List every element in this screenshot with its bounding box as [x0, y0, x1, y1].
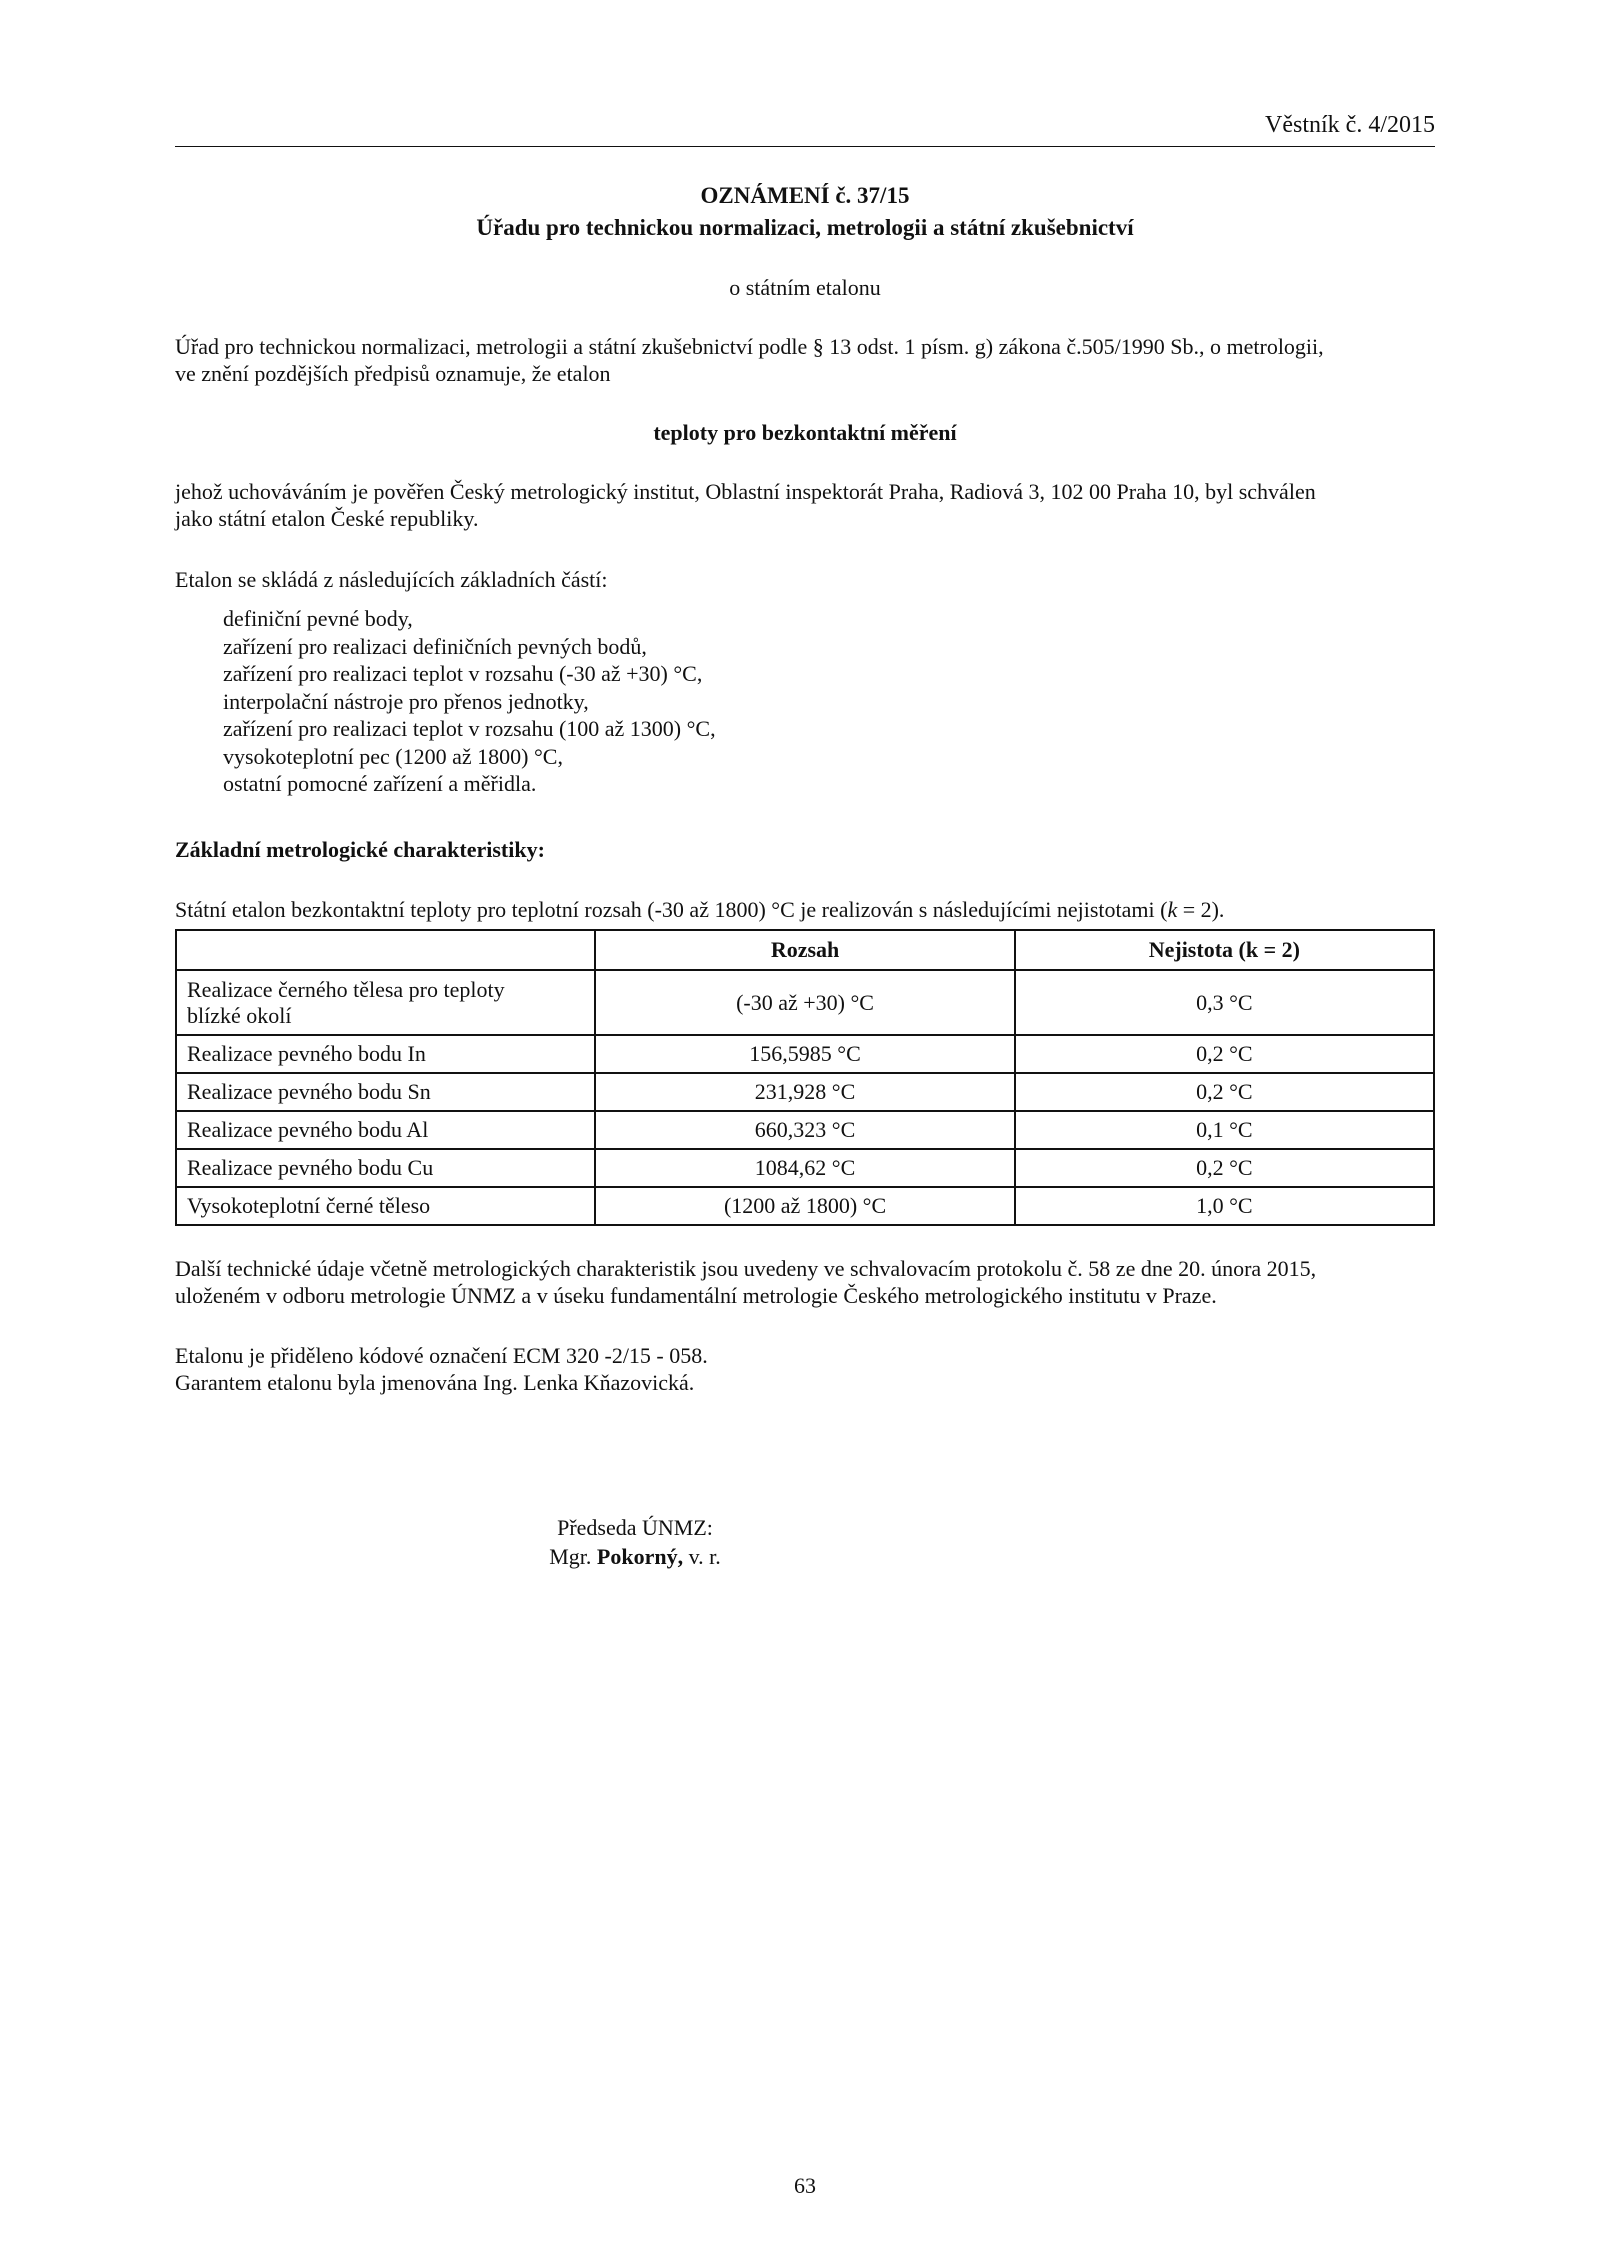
signature-role: Předseda ÚNMZ: — [557, 1515, 713, 1540]
row-name-cell: Realizace pevného bodu Cu — [176, 1149, 595, 1187]
table-row — [176, 1035, 1434, 1073]
row-name-cell: Realizace pevného bodu Al — [176, 1111, 595, 1149]
header-cell-empty — [176, 930, 595, 970]
row-range-cell: (1200 až 1800) °C — [595, 1187, 1014, 1225]
table-row — [176, 1187, 1434, 1225]
row-uncertainty-cell: 0,2 °C — [1015, 1149, 1434, 1187]
row-range-cell: (-30 až +30) °C — [595, 970, 1014, 1035]
code-line: Etalonu je přiděleno kódové označení ECM 320 -2/15 - 058. — [175, 1343, 708, 1368]
row-uncertainty-cell: 1,0 °C — [1015, 1187, 1434, 1225]
list-item: definiční pevné body, — [223, 606, 413, 631]
row-uncertainty-cell: 0,2 °C — [1015, 1073, 1434, 1111]
code-paragraph — [175, 1342, 1435, 1396]
row-range-cell: 1084,62 °C — [595, 1149, 1014, 1187]
row-name-line-1: Realizace černého tělesa pro teploty — [187, 976, 505, 1002]
row-name-cell: Realizace pevného bodu Sn — [176, 1073, 595, 1111]
row-uncertainty-cell: 0,1 °C — [1015, 1111, 1434, 1149]
further-paragraph — [175, 1255, 1435, 1309]
row-range-cell: 231,928 °C — [595, 1073, 1014, 1111]
further-line-1: Další technické údaje včetně metrologických charakteristik jsou uvedeny ve schvalovacím protokolu č. 58 ze dne 20. února 2015, — [175, 1256, 1317, 1281]
list-item: ostatní pomocné zařízení a měřidla. — [223, 771, 537, 796]
row-uncertainty-cell: 0,2 °C — [1015, 1035, 1434, 1073]
table-row — [176, 1111, 1434, 1149]
signature-surname: Pokorný, — [596, 1544, 684, 1569]
row-name-cell — [176, 970, 595, 1035]
table-row — [176, 1149, 1434, 1187]
custodian-line-2: jako státní etalon České republiky. — [175, 506, 479, 531]
uncertainty-table — [175, 929, 1435, 1226]
list-item: zařízení pro realizaci definičních pevných bodů, — [223, 633, 647, 659]
table-row — [176, 1073, 1434, 1111]
further-line-2: uloženém v odboru metrologie ÚNMZ a v úseku fundamentální metrologie Českého metrologického institutu v Praze. — [175, 1283, 1217, 1308]
intro-line-1: Úřad pro technickou normalizaci, metrologii a státní zkušebnictví podle § 13 odst. 1 písm. g) zákona č.505/1990 Sb., o metrologii, — [175, 334, 1324, 359]
row-uncertainty-cell: 0,3 °C — [1015, 970, 1434, 1035]
guarantor-line: Garantem etalonu byla jmenována Ing. Lenka Kňazovická. — [175, 1370, 695, 1395]
etalon-name: teploty pro bezkontaktní měření — [653, 420, 957, 445]
row-range-cell: 156,5985 °C — [595, 1035, 1014, 1073]
header-cell-range: Rozsah — [595, 930, 1014, 970]
intro-line-2: ve znění pozdějších předpisů oznamuje, že etalon — [175, 361, 611, 386]
signature-block — [175, 1513, 1095, 1571]
intro-paragraph — [175, 333, 1435, 387]
journal-header: Věstník č. 4/2015 — [1265, 112, 1435, 138]
notice-issuer: Úřadu pro technickou normalizaci, metrologii a státní zkušebnictví — [476, 215, 1134, 240]
notice-subject: o státním etalonu — [729, 275, 881, 300]
characteristics-text-after: = 2). — [1177, 897, 1225, 922]
custodian-line-1: jehož uchováváním je pověřen Český metrologický institut, Oblastní inspektorát Praha, Radiová 3, 102 00 Praha 10, byl schválen — [175, 479, 1316, 504]
row-name-cell: Vysokoteplotní černé těleso — [176, 1187, 595, 1225]
signature-title-prefix: Mgr. — [549, 1544, 597, 1569]
characteristics-text-before: Státní etalon bezkontaktní teploty pro teplotní rozsah (-30 až 1800) °C je realizován s následujícími nejistotami ( — [175, 897, 1168, 922]
parts-intro: Etalon se skládá z následujících základních částí: — [175, 567, 608, 592]
list-item: zařízení pro realizaci teplot v rozsahu (100 až 1300) °C, — [223, 716, 716, 741]
k-symbol: k — [1167, 897, 1178, 922]
list-item: interpolační nástroje pro přenos jednotky, — [223, 688, 589, 714]
characteristics-text — [175, 896, 1435, 923]
parts-list — [223, 605, 716, 798]
header-cell-uncertainty: Nejistota (k = 2) — [1015, 930, 1434, 970]
signature-suffix: v. r. — [683, 1544, 721, 1569]
row-range-cell: 660,323 °C — [595, 1111, 1014, 1149]
row-name-line-2: blízké okolí — [187, 1002, 292, 1028]
header-rule — [175, 146, 1435, 147]
list-item: zařízení pro realizaci teplot v rozsahu (-30 až +30) °C, — [223, 661, 703, 686]
list-item: vysokoteplotní pec (1200 až 1800) °C, — [223, 743, 563, 769]
characteristics-heading: Základní metrologické charakteristiky: — [175, 837, 545, 862]
table-row — [176, 970, 1434, 1035]
table-header-row — [176, 930, 1434, 970]
page-number: 63 — [794, 2173, 816, 2198]
signature-name — [175, 1542, 1095, 1571]
row-name-cell: Realizace pevného bodu In — [176, 1035, 595, 1073]
custodian-paragraph — [175, 478, 1435, 532]
notice-title: OZNÁMENÍ č. 37/15 — [700, 183, 910, 208]
